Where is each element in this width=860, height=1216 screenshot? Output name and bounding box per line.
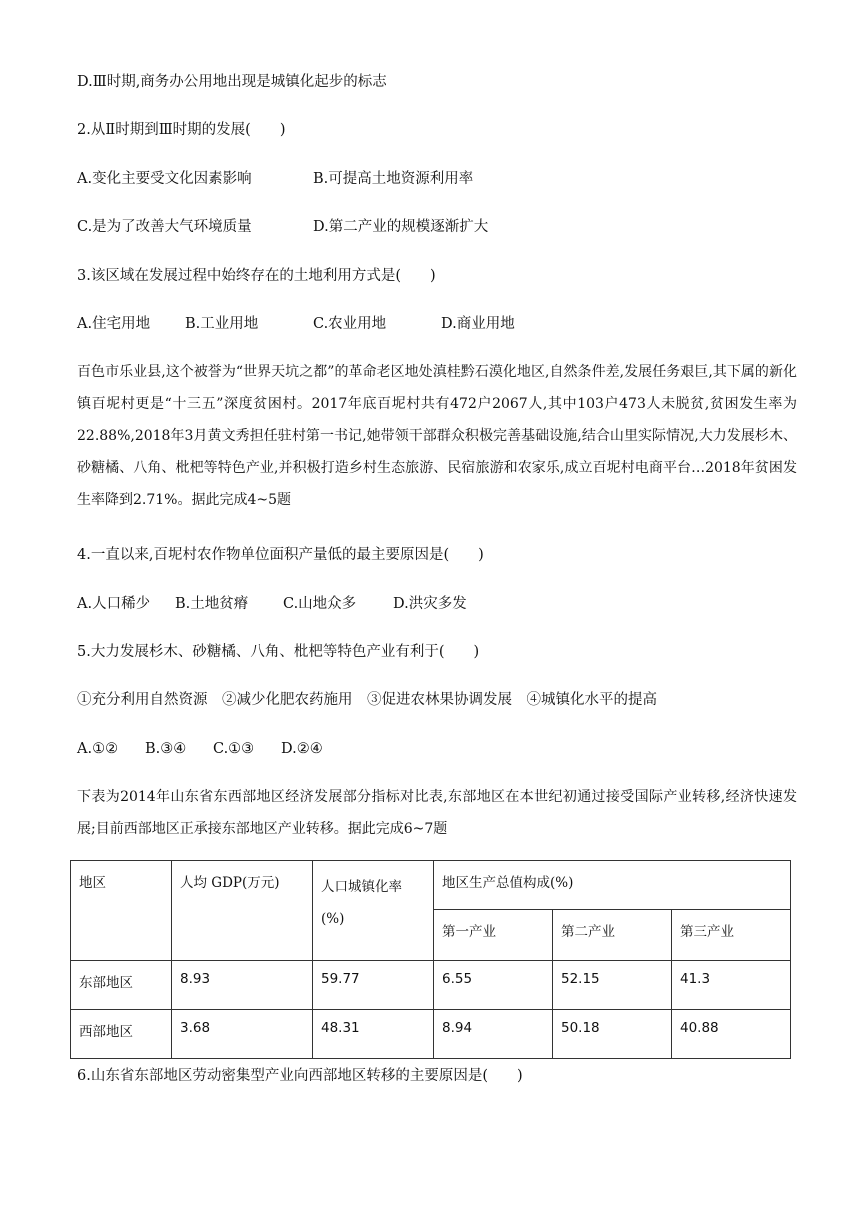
- question-5: 5.大力发展杉木、砂糖橘、八角、枇杷等特色产业有利于( ): [77, 644, 480, 660]
- question-4-options: [77, 594, 467, 614]
- question-2: 2.从Ⅱ时期到Ⅲ时期的发展( ): [77, 122, 286, 138]
- cell-urban: 59.77: [313, 961, 434, 1010]
- cell-region: 西部地区: [71, 1010, 172, 1059]
- cell-primary: 8.94: [434, 1010, 553, 1059]
- table-row: [71, 1010, 791, 1059]
- q4-option-c: C.山地众多: [283, 596, 357, 612]
- passage-shandong: 下表为2014年山东省东西部地区经济发展部分指标对比表,东部地区在本世纪初通过接受国际产业转移,经济快速发展;目前西部地区正承接东部地区产业转移。据此完成6~7题: [77, 789, 797, 837]
- question-3-options: [77, 314, 515, 334]
- question-2-options-row2: [77, 217, 488, 237]
- q1-option-d: D.Ⅲ时期,商务办公用地出现是城镇化起步的标志: [77, 74, 387, 90]
- q5-option-b: B.③④: [145, 741, 187, 757]
- header-urbanization: 人口城镇化率(%): [313, 861, 434, 961]
- cell-primary: 6.55: [434, 961, 553, 1010]
- question-5-options: [77, 739, 323, 759]
- cell-secondary: 50.18: [553, 1010, 672, 1059]
- q2-option-a: A.变化主要受文化因素影响: [77, 171, 252, 187]
- q5-option-d: D.②④: [281, 741, 323, 757]
- cell-gdp: 3.68: [172, 1010, 313, 1059]
- cell-region: 东部地区: [71, 961, 172, 1010]
- q2-option-b: B.可提高土地资源利用率: [313, 171, 474, 187]
- q5-option-a: A.①②: [77, 741, 119, 757]
- cell-tertiary: 41.3: [672, 961, 791, 1010]
- q4-option-d: D.洪灾多发: [393, 596, 467, 612]
- cell-gdp: 8.93: [172, 961, 313, 1010]
- table-row: [71, 961, 791, 1010]
- q3-option-d: D.商业用地: [441, 316, 515, 332]
- cell-tertiary: 40.88: [672, 1010, 791, 1059]
- header-gdp-structure: 地区生产总值构成(%): [434, 861, 791, 910]
- q3-option-a: A.住宅用地: [77, 316, 151, 332]
- header-region: 地区: [71, 861, 172, 961]
- question-6: 6.山东省东部地区劳动密集型产业向西部地区转移的主要原因是( ): [77, 1068, 523, 1084]
- cell-secondary: 52.15: [553, 961, 672, 1010]
- q2-option-d: D.第二产业的规模逐渐扩大: [313, 219, 489, 235]
- q5-option-c: C.①③: [213, 741, 255, 757]
- economic-indicator-table: [70, 860, 791, 1059]
- q3-option-c: C.农业用地: [313, 316, 387, 332]
- header-primary: 第一产业: [434, 910, 553, 961]
- cell-urban: 48.31: [313, 1010, 434, 1059]
- passage-baini-village: 百色市乐业县,这个被誉为“世界天坑之都”的革命老区地处滇桂黔石漠化地区,自然条件差,发展任务艰巨,其下属的新化镇百坭村更是“十三五”深度贫困村。2017年底百坭村共有472户2067人,其中103户473人未脱贫,贫困发生率为22.88%,2018年3月黄文秀担任驻村第一书记,她带领干部群众积极完善基础设施,结合山里实际情况,大力发展杉木、砂糖橘、八角、枇杷等特色产业,并积极打造乡村生态旅游、民宿旅游和农家乐,成立百坭村电商平台…2018年贫困发生率降到2.71%。据此完成4~5题: [77, 364, 797, 508]
- question-4: 4.一直以来,百坭村农作物单位面积产量低的最主要原因是( ): [77, 547, 484, 563]
- q4-option-b: B.土地贫瘠: [175, 596, 249, 612]
- header-tertiary: 第三产业: [672, 910, 791, 961]
- q2-option-c: C.是为了改善大气环境质量: [77, 219, 252, 235]
- header-gdp: 人均 GDP(万元): [172, 861, 313, 961]
- q3-option-b: B.工业用地: [185, 316, 259, 332]
- question-5-statements: ①充分利用自然资源 ②减少化肥农药施用 ③促进农林果协调发展 ④城镇化水平的提高: [77, 692, 657, 708]
- q4-option-a: A.人口稀少: [77, 596, 151, 612]
- question-2-options-row1: [77, 169, 473, 189]
- header-secondary: 第二产业: [553, 910, 672, 961]
- question-3: 3.该区域在发展过程中始终存在的土地利用方式是( ): [77, 268, 436, 284]
